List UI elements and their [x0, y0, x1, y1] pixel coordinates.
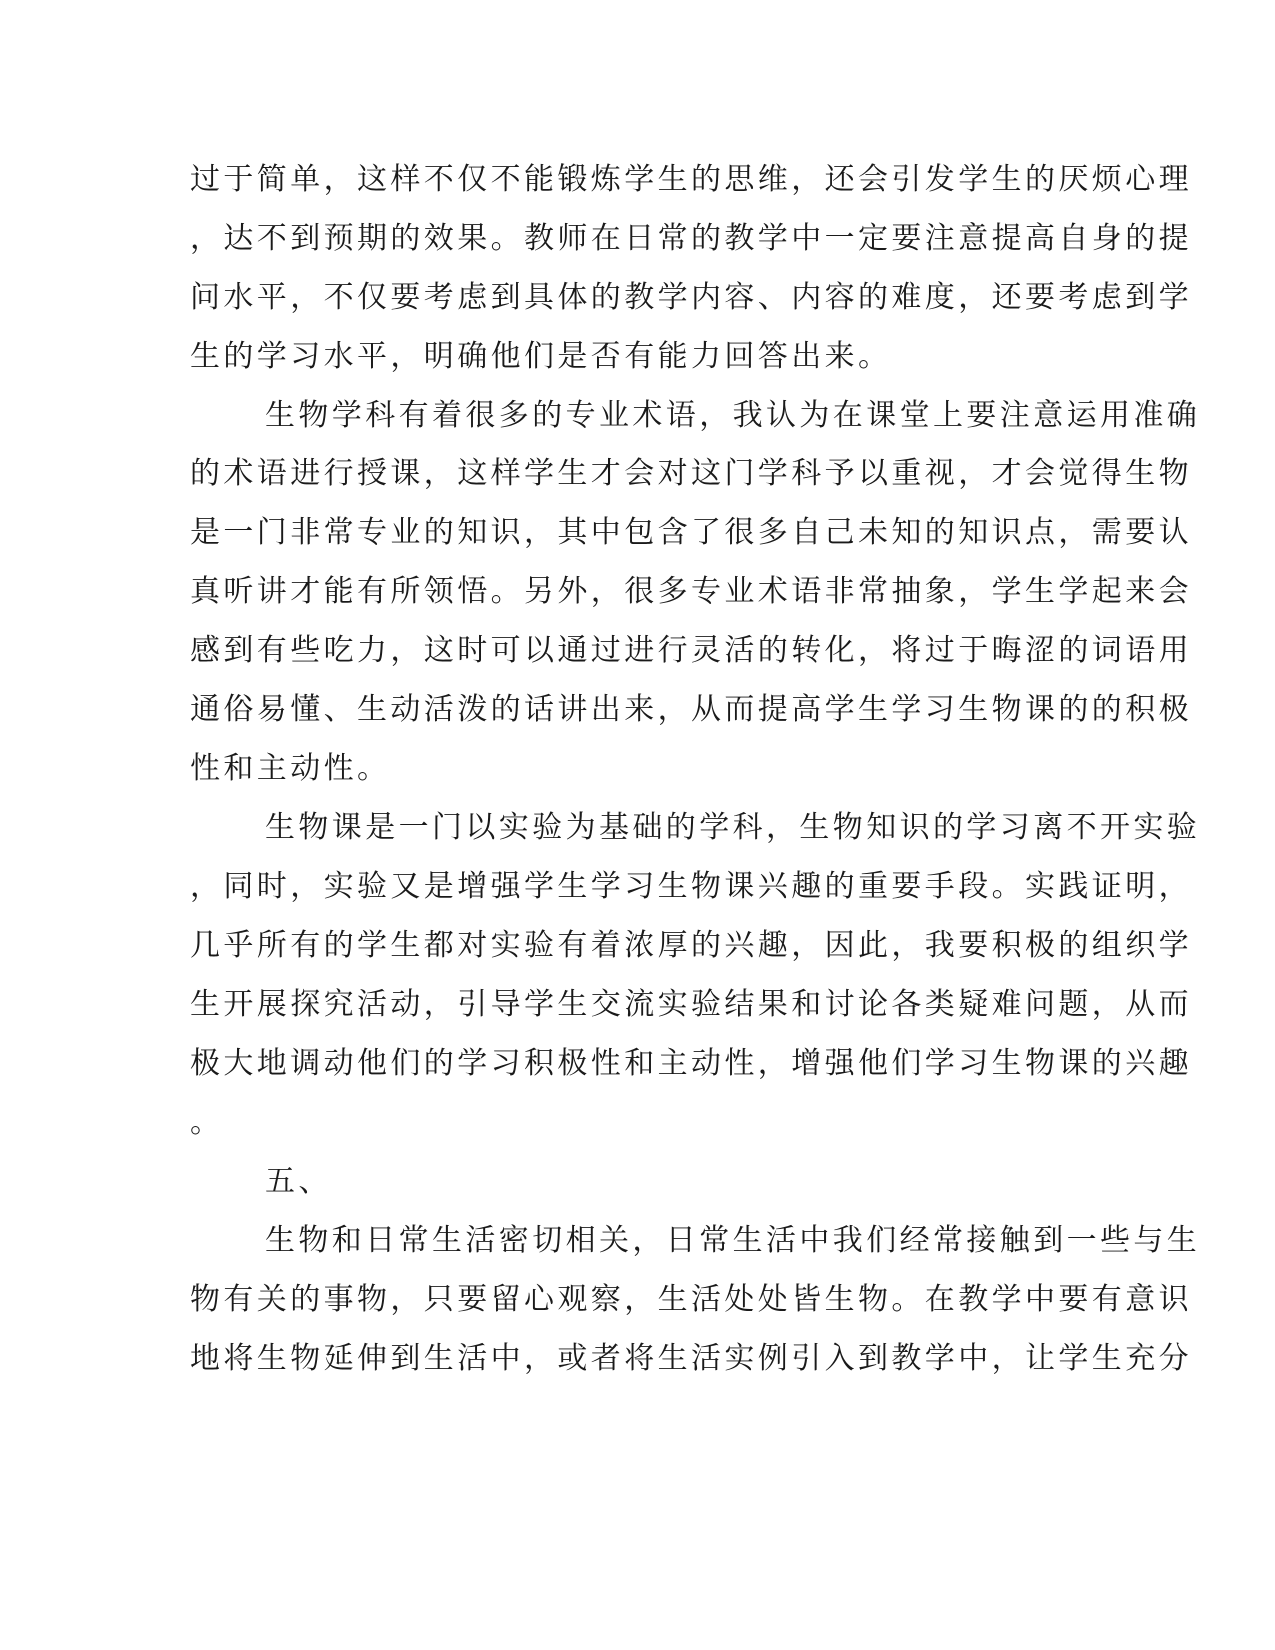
text-line: 几乎所有的学生都对实验有着浓厚的兴趣，因此，我要积极的组织学	[190, 928, 1192, 963]
text-line: 性和主动性。	[190, 751, 391, 786]
text-line: 的术语进行授课，这样学生才会对这门学科予以重视，才会觉得生物	[190, 456, 1192, 491]
text-line: 真听讲才能有所领悟。另外，很多专业术语非常抽象，学生学起来会	[190, 574, 1192, 609]
text-line: ，同时，实验又是增强学生学习生物课兴趣的重要手段。实践证明，	[190, 869, 1192, 904]
text-line: 问水平，不仅要考虑到具体的教学内容、内容的难度，还要考虑到学	[190, 280, 1192, 315]
text-line: 极大地调动他们的学习积极性和主动性，增强他们学习生物课的兴趣	[190, 1046, 1192, 1081]
text-line: 过于简单，这样不仅不能锻炼学生的思维，还会引发学生的厌烦心理	[190, 162, 1192, 197]
paragraph-first-line: 生物和日常生活密切相关，日常生活中我们经常接触到一些与生	[265, 1223, 1201, 1258]
text-line: ，达不到预期的效果。教师在日常的教学中一定要注意提高自身的提	[190, 221, 1192, 256]
text-line: 生开展探究活动，引导学生交流实验结果和讨论各类疑难问题，从而	[190, 987, 1192, 1022]
text-line: 通俗易懂、生动活泼的话讲出来，从而提高学生学习生物课的的积极	[190, 692, 1192, 727]
text-line: 物有关的事物，只要留心观察，生活处处皆生物。在教学中要有意识	[190, 1282, 1192, 1317]
text-line: 是一门非常专业的知识，其中包含了很多自己未知的知识点，需要认	[190, 515, 1192, 550]
section-heading: 五、	[265, 1164, 332, 1199]
paragraph-first-line: 生物课是一门以实验为基础的学科，生物知识的学习离不开实验	[265, 810, 1201, 845]
text-line: 生的学习水平，明确他们是否有能力回答出来。	[190, 339, 892, 374]
text-line: 。	[190, 1105, 224, 1140]
text-line: 地将生物延伸到生活中，或者将生活实例引入到教学中，让学生充分	[190, 1341, 1192, 1376]
text-line: 感到有些吃力，这时可以通过进行灵活的转化，将过于晦涩的词语用	[190, 633, 1192, 668]
paragraph-first-line: 生物学科有着很多的专业术语，我认为在课堂上要注意运用准确	[265, 398, 1201, 433]
